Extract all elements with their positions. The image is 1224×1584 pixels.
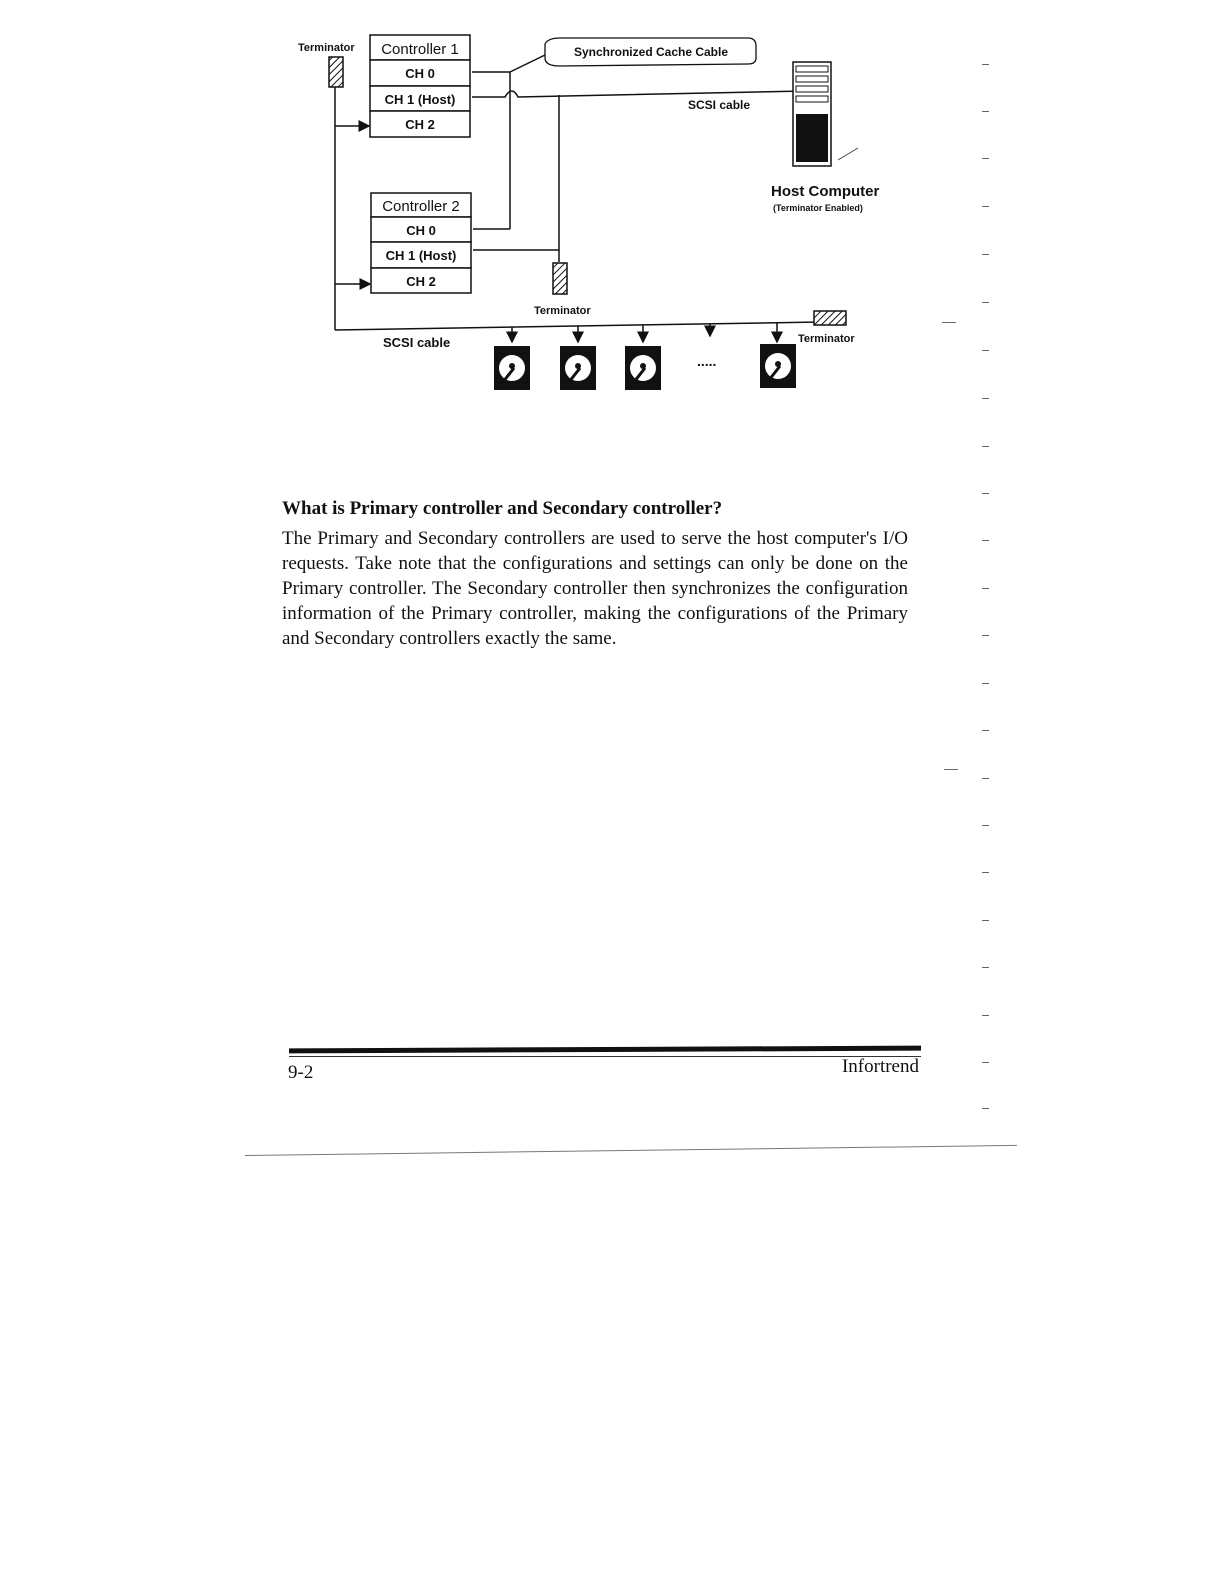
- sync-cache-cable: [472, 55, 545, 229]
- section-heading: What is Primary controller and Secondary controller?: [282, 498, 723, 519]
- host-terminator-note: (Terminator Enabled): [773, 203, 863, 213]
- terminator-top-left-label: Terminator: [298, 42, 355, 54]
- hard-drive-icon: [625, 346, 661, 390]
- sync-cache-callout: [545, 38, 756, 66]
- controller-2: [371, 193, 471, 293]
- controller-2-ch2: CH 2: [406, 274, 436, 289]
- hard-drive-icon: [760, 344, 796, 388]
- page-number: 9-2: [288, 1062, 314, 1083]
- terminator-middle-icon: [553, 263, 567, 294]
- host-computer-label: Host Computer: [771, 183, 880, 200]
- controller-1-ch1: CH 1 (Host): [384, 92, 456, 107]
- body-paragraph: The Primary and Secondary controllers are used to serve the host computer's I/O requests. Take note that the configurations and settings can only be done on the Primary controller. The Secondary controller then synchronizes the configuration information of the Primary controller, making the configurations of the Primary and Secondary controllers exactly the same.: [282, 528, 908, 649]
- terminator-right-icon: [814, 311, 846, 325]
- footer-rule-thin: [289, 1056, 921, 1057]
- controller-1-title: Controller 1: [381, 41, 459, 58]
- host-computer-icon: [793, 62, 858, 166]
- host-scsi-cable: [472, 91, 805, 262]
- controller-1-ch0: CH 0: [405, 66, 435, 81]
- footer-rule: [289, 1046, 921, 1054]
- footer-brand: Infortrend: [841, 1056, 919, 1077]
- controller-2-title: Controller 2: [382, 198, 460, 215]
- terminator-middle-label: Terminator: [534, 305, 591, 317]
- scsi-cable-bottom-label: SCSI cable: [383, 335, 451, 350]
- hard-drive-icon: [494, 346, 530, 390]
- terminator-top-left-icon: [329, 57, 343, 87]
- controller-1: [370, 35, 470, 137]
- controller-2-ch0: CH 0: [406, 223, 436, 238]
- scsi-cable-top-label: SCSI cable: [688, 98, 751, 112]
- controller-1-ch2: CH 2: [405, 117, 435, 132]
- controller-2-ch1: CH 1 (Host): [385, 248, 457, 263]
- dual-controller-diagram: [0, 0, 1224, 420]
- hard-drive-icon: [560, 346, 596, 390]
- sync-cache-label: Synchronized Cache Cable: [573, 45, 729, 59]
- more-drives-ellipsis: .....: [697, 353, 717, 369]
- terminator-right-label: Terminator: [798, 333, 855, 345]
- scan-edge-line: [245, 1145, 1017, 1156]
